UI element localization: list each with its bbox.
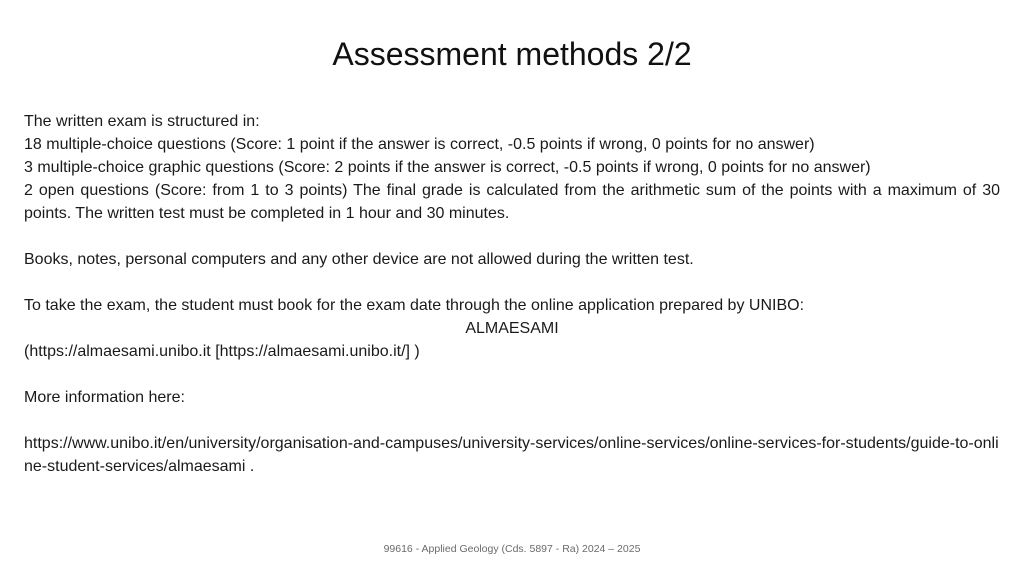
slide-footer: 99616 - Applied Geology (Cds. 5897 - Ra) 2024 – 2025 <box>383 543 641 555</box>
more-info-label: More information here: <box>24 389 185 406</box>
slide-title: Assessment methods 2/2 <box>332 36 692 72</box>
exam-item-graphic-questions: 3 multiple-choice graphic questions (Score: 2 points if the answer is correct, -0.5 points if wrong, 0 points for no answer) <box>24 159 871 176</box>
devices-note: Books, notes, personal computers and any other device are not allowed during the written test. <box>24 251 694 268</box>
booking-app-name: ALMAESAMI <box>465 320 559 337</box>
exam-structure-intro: The written exam is structured in: <box>24 113 260 130</box>
exam-item-open-questions: 2 open questions (Score: from 1 to 3 points) The final grade is calculated from the arithmetic sum of the points with a maximum of 30 points. The written test must be completed in 1 hour and 30 minutes. <box>24 182 1000 222</box>
more-info-link[interactable]: https://www.unibo.it/en/university/organisation-and-campuses/university-services/online-services/online-services-for-students/guide-to-online-student-services/almaesami . <box>24 435 999 475</box>
slide-body <box>24 110 1000 478</box>
spacer <box>24 409 1000 432</box>
booking-link[interactable]: (https://almaesami.unibo.it [https://almaesami.unibo.it/] ) <box>24 343 420 360</box>
spacer <box>24 225 1000 248</box>
booking-text: To take the exam, the student must book for the exam date through the online application prepared by UNIBO: <box>24 297 805 314</box>
exam-item-multiple-choice: 18 multiple-choice questions (Score: 1 point if the answer is correct, -0.5 points if wrong, 0 points for no answer) <box>24 136 815 153</box>
spacer <box>24 363 1000 386</box>
spacer <box>24 271 1000 294</box>
